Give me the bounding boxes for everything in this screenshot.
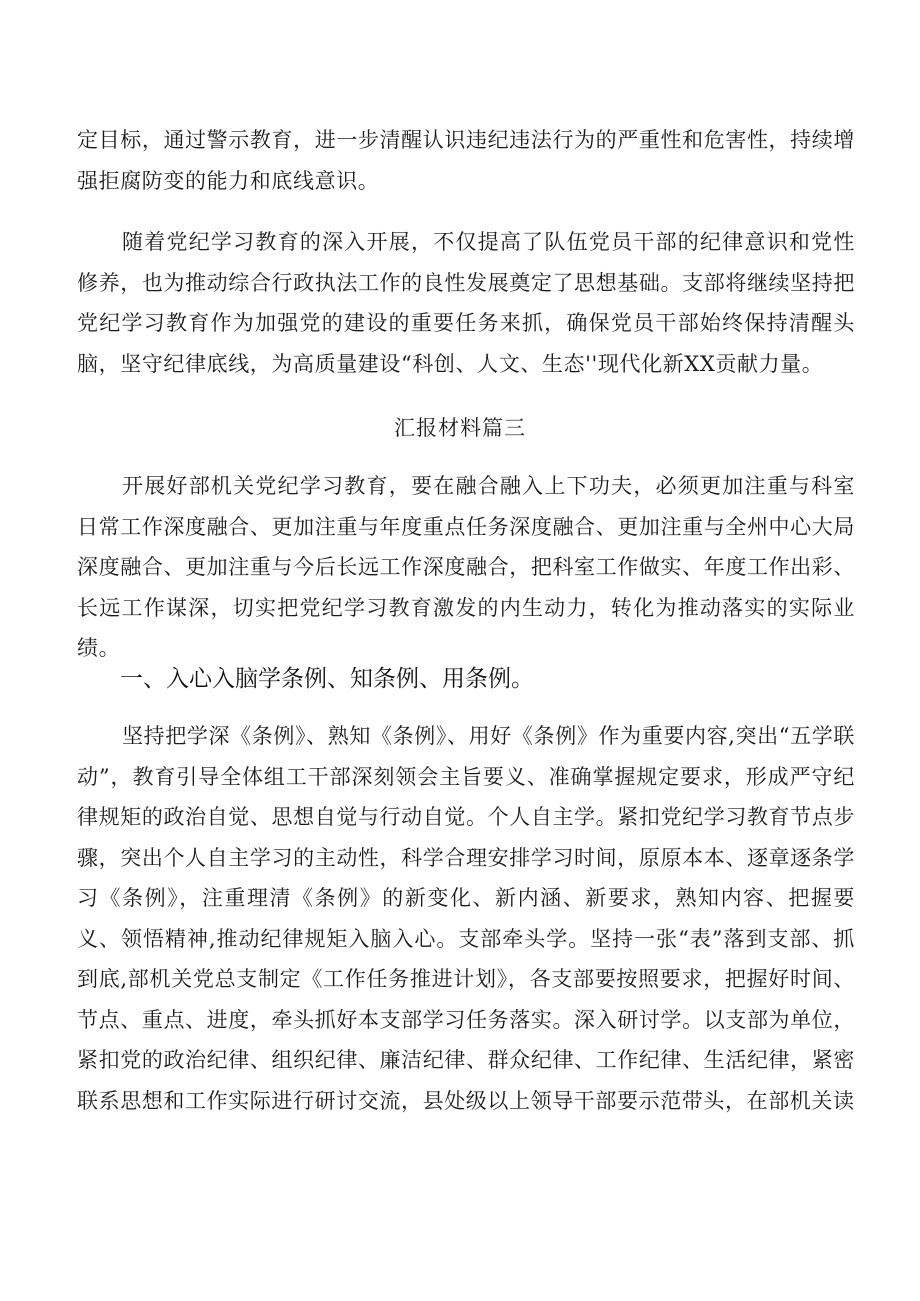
paragraph-3: 开展好部机关党纪学习教育，要在融合融入上下功夫，必须更加注重与科室日常工作深度融合、更加注重与年度重点任务深度融合、更加注重与全州中心大局深度融合、更加注重与今后长远工作深度融合，把科室工作做实、年度工作出彩、长远工作谋深，切实把党纪学习教育激发的内生动力，转化为推动落实的实际业绩。 [77,474,855,660]
paragraph-4: 坚持把学深《条例》、熟知《条例》、用好《条例》作为重要内容,突出“五学联动”，教育引导全体组工干部深刻领会主旨要义、准确掌握规定要求，形成严守纪律规矩的政治自觉、思想自觉与行动自觉。个人自主学。紧扣党纪学习教育节点步骤，突出个人自主学习的主动性，科学合理安排学习时间，原原本本、逐章逐条学习《条例》，注重理清《条例》的新变化、新内涵、新要求，熟知内容、把握要义、领悟精神,推动纪律规矩入脑入心。支部牵头学。坚持一张“表”落到支部、抓到底,部机关党总支制定《工作任务推进计划》，各支部要按照要求，把握好时间、节点、重点、进度，牵头抓好本支部学习任务落实。深入研讨学。以支部为单位，紧扣党的政治纪律、组织纪律、廉洁纪律、群众纪律、工作纪律、生活纪律，紧密联系思想和工作实际进行研讨交流，县处级以上领导干部要示范带头，在部机关读 [77,724,855,1113]
paragraph-2: 随着党纪学习教育的深入开展，不仅提高了队伍党员干部的纪律意识和党性修养，也为推动综合行政执法工作的良性发展奠定了思想基础。支部将继续坚持把党纪学习教育作为加强党的建设的重要任务来抓，确保党员干部始终保持清醒头脑，坚守纪律底线，为高质量建设“科创、人文、生态''现代化新XX贡献力量。 [77,230,855,376]
section-title: 汇报材料篇三 [394,416,526,440]
heading-1: 一、入心入脑学条例、知条例、用条例。 [120,666,534,692]
paragraph-1: 定目标，通过警示教育，进一步清醒认识违纪违法行为的严重性和危害性，持续增强拒腐防变的能力和底线意识。 [77,128,855,193]
